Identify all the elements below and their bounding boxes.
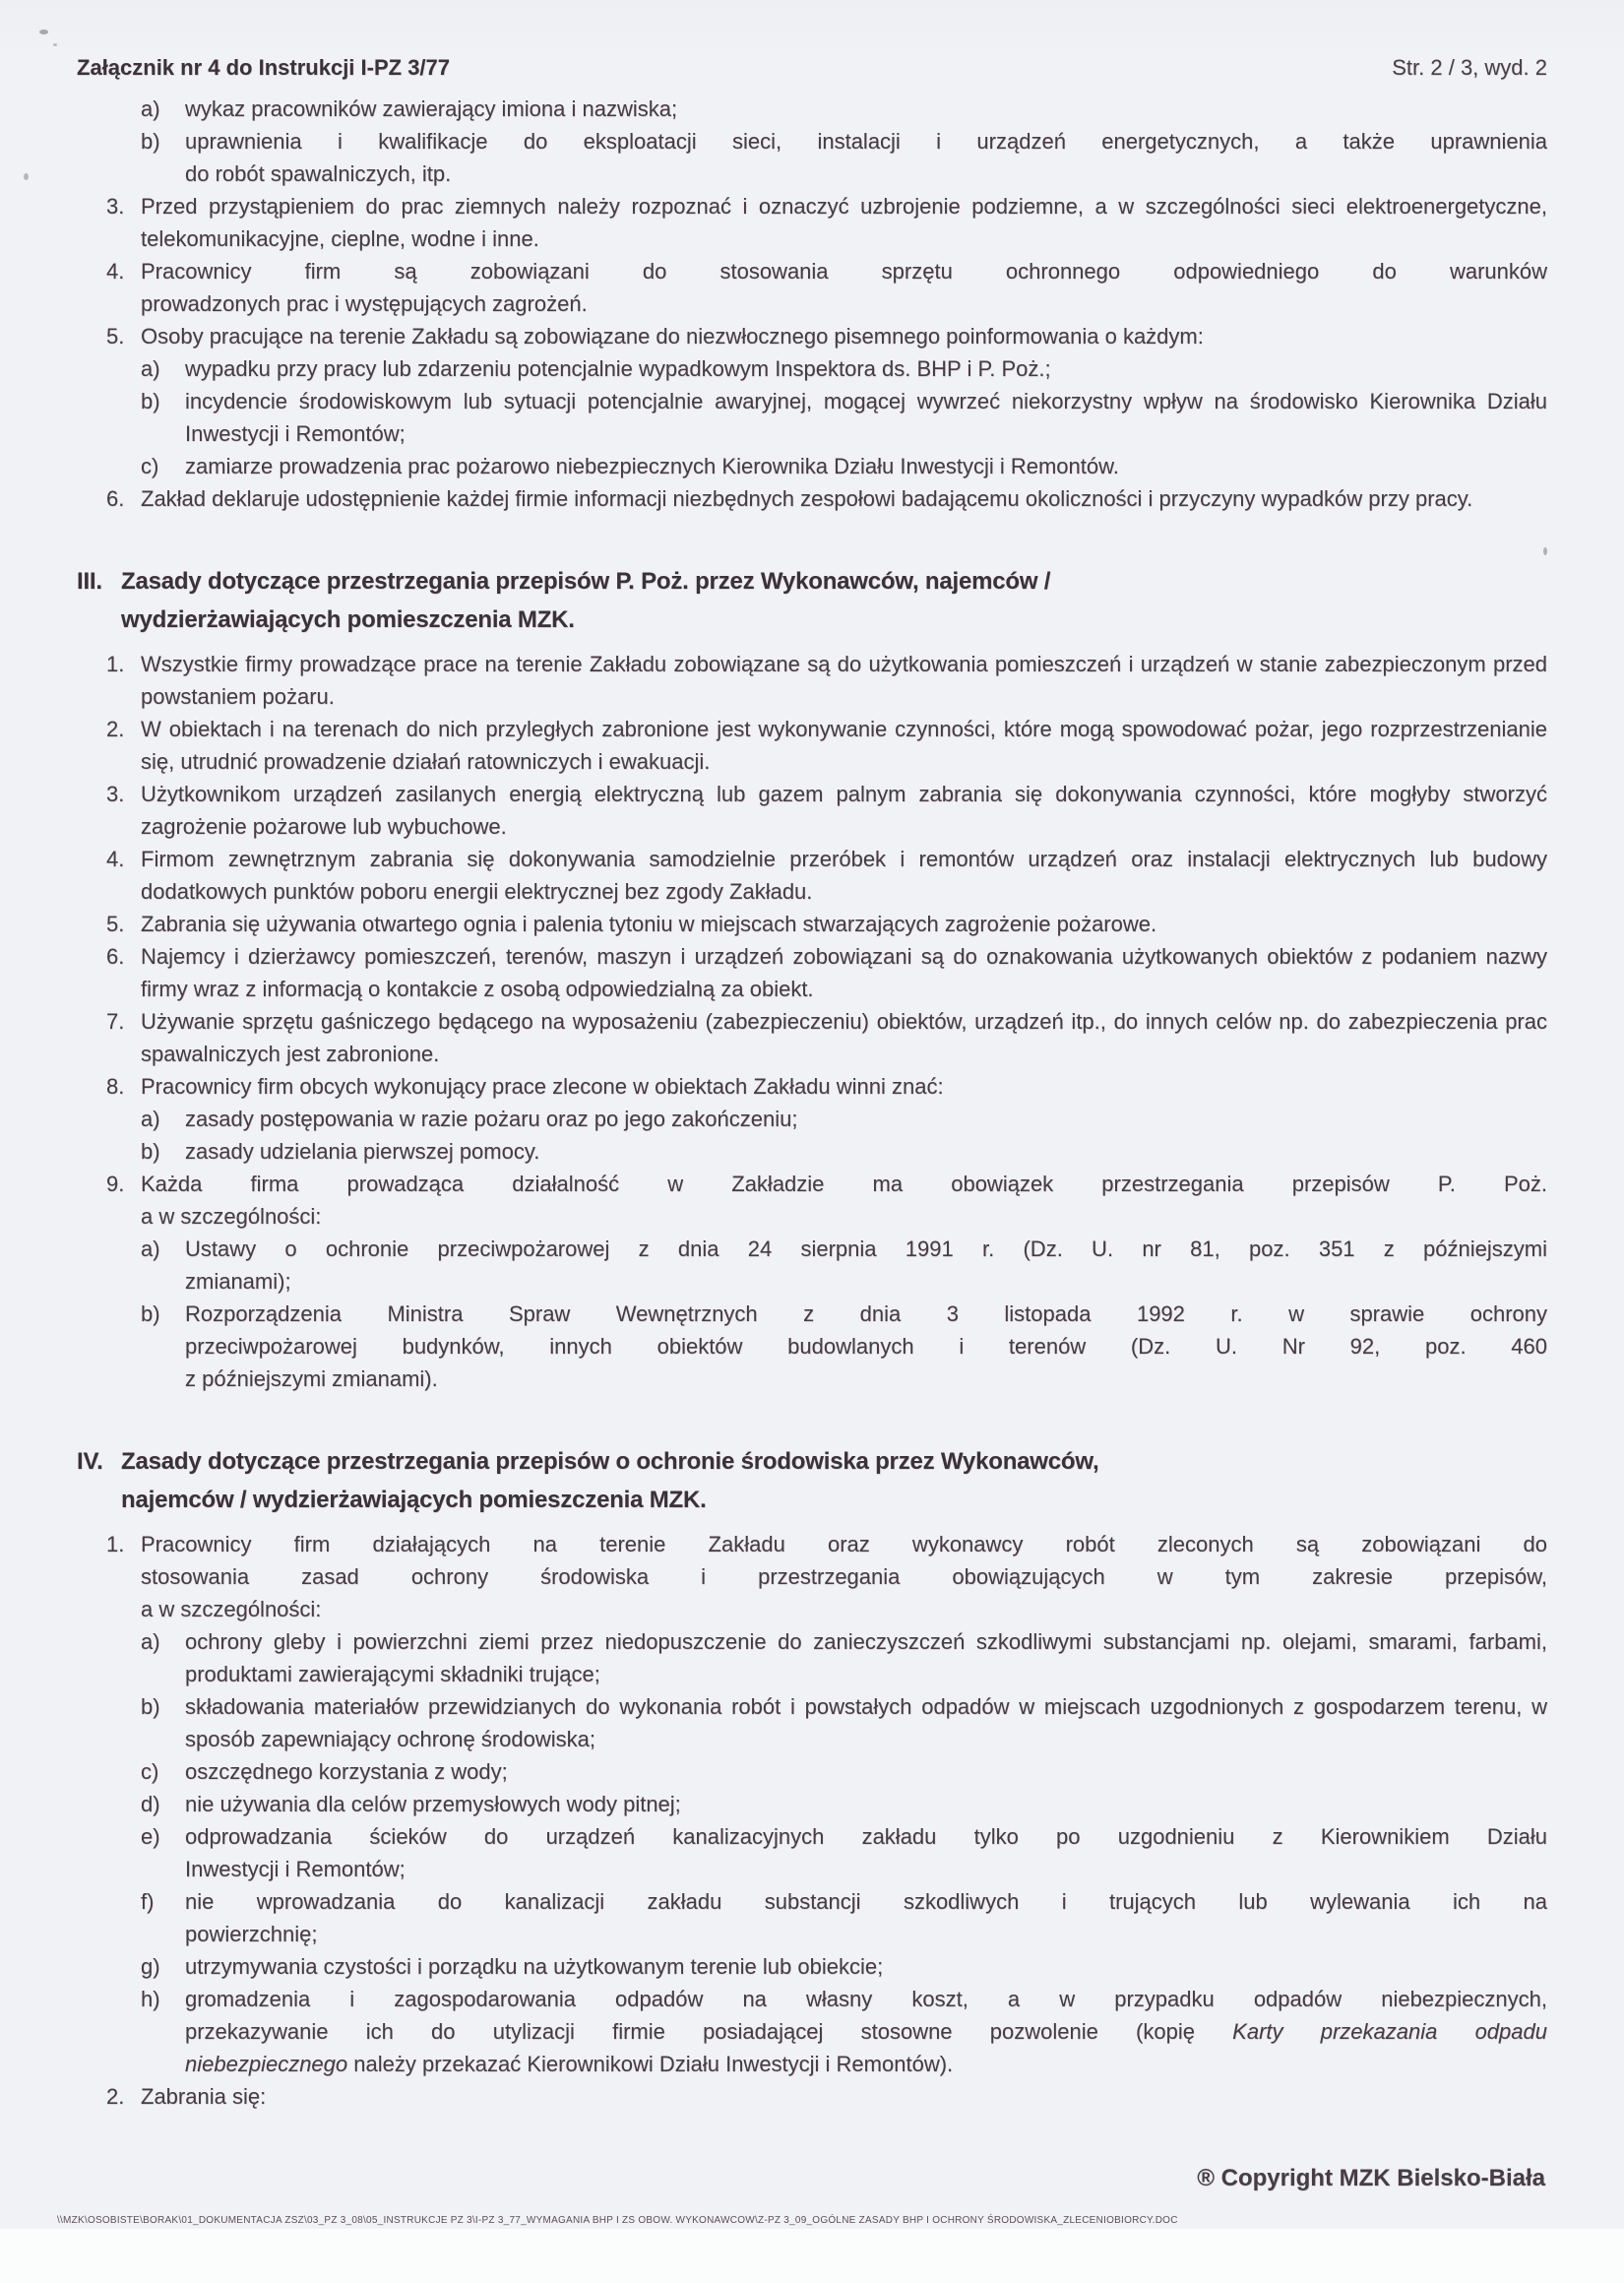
list-item-text: Pracownicy firm są zobowiązani do stosowania sprzętu ochronnego odpowiedniego do warunków prowadzonych prac i występujących zagrożeń. xyxy=(141,259,1547,316)
list-item-text: wypadku przy pracy lub zdarzeniu potencjalnie wypadkowym Inspektora ds. BHP i P. Poż.; xyxy=(185,356,1051,381)
list-item-text: zasady postępowania w razie pożaru oraz po jego zakończeniu; xyxy=(185,1107,798,1131)
list-item-text: Zabrania się: xyxy=(141,2084,267,2109)
list-item xyxy=(141,1135,1547,1168)
list-item-marker: f) xyxy=(141,1889,155,1914)
list-item-text: Rozporządzenia Ministra Spraw Wewnętrznych z dnia 3 listopada 1992 r. w sprawie ochrony przeciwpożarowej budynków, innych obiektów budowlanych i terenów (Dz. U. Nr 92, poz. 460 z późniejszymi zmianami). xyxy=(185,1301,1547,1391)
list-item xyxy=(106,1528,1547,1625)
list-item-text: utrzymywania czystości i porządku na użytkowanym terenie lub obiekcie; xyxy=(185,1954,884,1979)
list-item xyxy=(106,1070,1547,1103)
list-item-marker: a) xyxy=(141,356,160,381)
list-item xyxy=(141,1690,1547,1755)
section-title: Zasady dotyczące przestrzegania przepisów o ochronie środowiska przez Wykonawców, najemców / wydzierżawiających pomieszczenia MZK. xyxy=(121,1448,1099,1513)
list-item-marker: 6. xyxy=(106,944,125,969)
list-item xyxy=(141,1788,1547,1820)
list-item-marker: b) xyxy=(141,1694,160,1719)
list-item-marker: c) xyxy=(141,1759,159,1784)
list-item xyxy=(106,778,1547,843)
list-item-text: Każda firma prowadząca działalność w Zakładzie ma obowiązek przestrzegania przepisów P. Poż. a w szczególności: xyxy=(141,1172,1547,1229)
list-item xyxy=(141,1885,1547,1950)
list-item-marker: 5. xyxy=(106,324,125,349)
list-item-marker: 5. xyxy=(106,912,125,936)
copyright-notice: ® Copyright MZK Bielsko-Biała xyxy=(1197,2165,1545,2191)
list-item-text: ochrony gleby i powierzchni ziemi przez niedopuszczenie do zanieczyszczeń szkodliwymi substancjami np. olejami, smarami, farbami, produktami zawierającymi składniki trujące; xyxy=(185,1629,1547,1686)
list-item-marker: h) xyxy=(141,1987,160,2011)
italic-phrase: Karty przekazania odpadu xyxy=(1232,2019,1547,2044)
list-item-text: gromadzenia i zagospodarowania odpadów na własny koszt, a w przypadku odpadów niebezpiecznych, przekazywanie ich do utylizacji firmie posiadającej stosowne pozwolenie (kopię Karty przekazania odpadu niebezpiecznego należy przekazać Kierownikowi Działu Inwestycji i Remontów). xyxy=(185,1987,1547,2076)
list-item xyxy=(141,450,1547,482)
list-item-text: Zabrania się używania otwartego ognia i palenia tytoniu w miejscach stwarzających zagrożenie pożarowe. xyxy=(141,912,1157,936)
list-item xyxy=(106,908,1547,940)
list-item xyxy=(141,352,1547,385)
list-item-marker: b) xyxy=(141,129,160,154)
list-item-text: W obiektach i na terenach do nich przyległych zabronione jest wykonywanie czynności, które mogą spowodować pożar, jego rozprzestrzenianie się, utrudnić prowadzenie działań ratowniczych i ewakuacji. xyxy=(141,717,1547,774)
list-item-text: nie używania dla celów przemysłowych wody pitnej; xyxy=(185,1792,681,1816)
section-number: III. xyxy=(77,568,102,595)
list-item xyxy=(106,713,1547,778)
list-item-text: składowania materiałów przewidzianych do wykonania robót i powstałych odpadów w miejscach uzgodnionych z gospodarzem terenu, w sposób zapewniający ochronę środowiska; xyxy=(185,1694,1547,1751)
list-item-marker: a) xyxy=(141,1107,160,1131)
list-item-marker: e) xyxy=(141,1824,160,1849)
list-item-marker: a) xyxy=(141,96,160,121)
list-item xyxy=(106,648,1547,713)
list-item-text: odprowadzania ścieków do urządzeń kanalizacyjnych zakładu tylko po uzgodnieniu z Kierownikiem Działu Inwestycji i Remontów; xyxy=(185,1824,1547,1881)
list-item-marker: d) xyxy=(141,1792,160,1816)
page-number: Str. 2 / 3, wyd. 2 xyxy=(1392,55,1547,80)
list-item-text: Pracownicy firm obcych wykonujący prace zlecone w obiektach Zakładu winni znać: xyxy=(141,1074,944,1099)
section-heading-iv xyxy=(77,1442,1547,1519)
list-item xyxy=(106,1168,1547,1233)
list-item-marker: a) xyxy=(141,1237,160,1261)
list-item-text: wykaz pracowników zawierający imiona i nazwiska; xyxy=(185,96,678,121)
list-item-marker: 1. xyxy=(106,1532,125,1556)
list-item xyxy=(141,1950,1547,1983)
scan-artifact xyxy=(24,173,29,180)
list-item xyxy=(141,1820,1547,1885)
list-item xyxy=(141,93,1547,125)
list-item-text: Najemcy i dzierżawcy pomieszczeń, terenów, maszyn i urządzeń zobowiązani są do oznakowania użytkowanych obiektów z podaniem nazwy firmy wraz z informacją o kontakcie z osobą odpowiedzialną za obiekt. xyxy=(141,944,1547,1001)
list-item-marker: 3. xyxy=(106,782,125,806)
list-item-marker: 3. xyxy=(106,194,125,219)
list-item-text: Wszystkie firmy prowadzące prace na terenie Zakładu zobowiązane są do użytkowania pomieszczeń i urządzeń w stanie zabezpieczonym przed powstaniem pożaru. xyxy=(141,652,1547,709)
list-item xyxy=(106,190,1547,255)
list-item-marker: 2. xyxy=(106,717,125,741)
list-item xyxy=(106,1005,1547,1070)
list-item-marker: b) xyxy=(141,389,160,413)
list-item-text: Firmom zewnętrznym zabrania się dokonywania samodzielnie przeróbek i remontów urządzeń oraz instalacji elektrycznych lub budowy dodatkowych punktów poboru energii elektrycznej bez zgody Zakładu. xyxy=(141,847,1547,904)
list-item xyxy=(106,843,1547,908)
scan-artifact xyxy=(39,30,48,34)
attachment-reference: Załącznik nr 4 do Instrukcji I-PZ 3/77 xyxy=(77,55,451,80)
list-item-marker: 1. xyxy=(106,652,125,676)
list-item xyxy=(141,125,1547,190)
list-item-marker: b) xyxy=(141,1139,160,1164)
list-item-text: oszczędnego korzystania z wody; xyxy=(185,1759,508,1784)
scan-artifact xyxy=(1543,547,1547,555)
list-item-text: uprawnienia i kwalifikacje do eksploatacji sieci, instalacji i urządzeń energetycznych, a także uprawnienia do robót spawalniczych, itp. xyxy=(185,129,1547,186)
scan-artifact xyxy=(53,43,57,46)
list-item-text: Pracownicy firm działających na terenie Zakładu oraz wykonawcy robót zleconych są zobowiązani do stosowania zasad ochrony środowiska i przestrzegania obowiązujących w tym zakresie przepisów, a w szczególności: xyxy=(141,1532,1547,1621)
list-item xyxy=(106,255,1547,320)
list-item xyxy=(106,940,1547,1005)
section-heading-iii xyxy=(77,562,1547,639)
list-item-text: Osoby pracujące na terenie Zakładu są zobowiązane do niezwłocznego pisemnego poinformowania o każdym: xyxy=(141,324,1204,349)
list-item-marker: 7. xyxy=(106,1009,125,1034)
list-item-marker: g) xyxy=(141,1954,160,1979)
list-item xyxy=(141,1298,1547,1395)
list-item xyxy=(106,2080,1547,2113)
list-item-text: Używanie sprzętu gaśniczego będącego na wyposażeniu (zabezpieczeniu) obiektów, urządzeń itp., do innych celów np. do zabezpieczenia prac spawalniczych jest zabronione. xyxy=(141,1009,1547,1066)
list-item xyxy=(106,482,1547,515)
list-item-text: Użytkownikom urządzeń zasilanych energią elektryczną lub gazem palnym zabrania się dokonywania czynności, które mogłyby stworzyć zagrożenie pożarowe lub wybuchowe. xyxy=(141,782,1547,839)
list-item-marker: 4. xyxy=(106,847,125,871)
list-item xyxy=(106,320,1547,352)
list-item-marker: 8. xyxy=(106,1074,125,1099)
list-item-marker: b) xyxy=(141,1301,160,1326)
document-header xyxy=(77,51,1547,84)
section-number: IV. xyxy=(77,1448,103,1475)
list-item xyxy=(141,1755,1547,1788)
list-item xyxy=(141,1233,1547,1298)
list-item xyxy=(141,1983,1547,2080)
list-item xyxy=(141,1625,1547,1690)
list-item-text: Ustawy o ochronie przeciwpożarowej z dnia 24 sierpnia 1991 r. (Dz. U. nr 81, poz. 351 z późniejszymi zmianami); xyxy=(185,1237,1547,1294)
scanner-edge-band xyxy=(0,2229,1624,2283)
document-file-path: \\MZK\OSOBISTE\BORAK\01_DOKUMENTACJA ZSZ\03_PZ 3_08\05_INSTRUKCJE PZ 3\I-PZ 3_77_WYMAGANIA BHP I ZS OBOW. WYKONAWCOW\Z-PZ 3_09_OGÓLNE ZASADY BHP I OCHRONY ŚRODOWISKA_ZLECENIOBIORCY.DOC xyxy=(57,2215,1178,2226)
section-title: Zasady dotyczące przestrzegania przepisów P. Poż. przez Wykonawców, najemców / wydzierżawiających pomieszczenia MZK. xyxy=(121,568,1051,633)
list-item-marker: 4. xyxy=(106,259,125,284)
list-item-marker: c) xyxy=(141,454,159,478)
list-item-text: nie wprowadzania do kanalizacji zakładu substancji szkodliwych i trujących lub wylewania ich na powierzchnię; xyxy=(185,1889,1547,1946)
list-item-text: incydencie środowiskowym lub sytuacji potencjalnie awaryjnej, mogącej wywrzeć niekorzystny wpływ na środowisko Kierownika Działu Inwestycji i Remontów; xyxy=(185,389,1547,446)
list-item-marker: a) xyxy=(141,1629,160,1654)
list-item-text: zamiarze prowadzenia prac pożarowo niebezpiecznych Kierownika Działu Inwestycji i Remontów. xyxy=(185,454,1119,478)
list-item xyxy=(141,1103,1547,1135)
list-item-text: zasady udzielania pierwszej pomocy. xyxy=(185,1139,540,1164)
list-item-marker: 2. xyxy=(106,2084,125,2109)
list-item-text: Przed przystąpieniem do prac ziemnych należy rozpoznać i oznaczyć uzbrojenie podziemne, a w szczególności sieci elektroenergetyczne, telekomunikacyjne, cieplne, wodne i inne. xyxy=(141,194,1547,251)
list-item-text: Zakład deklaruje udostępnienie każdej firmie informacji niezbędnych zespołowi badającemu okoliczności i przyczyny wypadków przy pracy. xyxy=(141,486,1473,511)
list-item xyxy=(141,385,1547,450)
list-item-marker: 9. xyxy=(106,1172,125,1196)
list-item-marker: 6. xyxy=(106,486,125,511)
italic-phrase: niebezpiecznego xyxy=(185,2052,348,2076)
